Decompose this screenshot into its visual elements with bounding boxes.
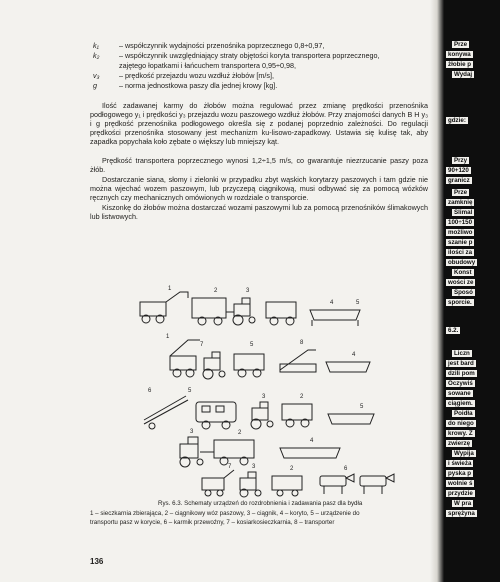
adjacent-page-fragment: zamknię bbox=[448, 199, 473, 206]
definition-k1 bbox=[93, 41, 324, 50]
tractor-icon bbox=[180, 437, 203, 467]
part-number: 5 bbox=[250, 342, 254, 348]
adjacent-page-fragment: żłobie p bbox=[448, 61, 472, 68]
tractor-icon bbox=[251, 402, 273, 429]
adjacent-page-fragment: konywa bbox=[448, 51, 471, 58]
part-number: 5 bbox=[360, 404, 364, 410]
feed-wagon-icon bbox=[266, 302, 296, 325]
adjacent-page-fragment: wolnie ś bbox=[448, 480, 473, 487]
adjacent-page-fragment: Prze bbox=[454, 41, 468, 48]
trough-icon bbox=[310, 310, 360, 326]
part-number: 7 bbox=[228, 464, 232, 470]
book-gutter bbox=[430, 0, 444, 582]
tractor-icon bbox=[226, 298, 255, 325]
adjacent-page-fragment: Konst bbox=[454, 269, 472, 276]
part-number: 2 bbox=[214, 288, 218, 294]
mobile-feeder-icon bbox=[196, 402, 236, 429]
adjacent-page-fragment: Ślimal bbox=[454, 209, 473, 216]
paragraph-transporter-speed: Prędkość transportera poprzecznego wynosi 1,2÷1,5 m/s, co gwarantuje niezrzucanie paszy poza żłób. bbox=[90, 156, 428, 175]
part-number: 8 bbox=[300, 340, 304, 346]
adjacent-page-fragment: przydzie bbox=[448, 490, 473, 497]
adjacent-page-fragment: sporcie. bbox=[448, 299, 472, 306]
part-number: 3 bbox=[246, 288, 250, 294]
definition-text: – współczynnik uwzględniający straty objętości koryta transportera poprzecznego, bbox=[119, 51, 380, 60]
adjacent-page-strip bbox=[444, 0, 500, 582]
paragraph-silage-delivery: Kiszonkę do żłobów można dostarczać wozami paszowymi lub za pomocą przenośników ślimakowych lub listwowych. bbox=[90, 203, 428, 222]
adjacent-page-fragment: sowane bbox=[448, 390, 471, 397]
trough-icon bbox=[328, 414, 374, 424]
figure-caption-line: 1 – sieczkarnia zbierająca, 2 – ciągnikowy wóz paszowy, 3 – ciągnik, 4 – koryto, 5 – urządzenie do bbox=[90, 510, 360, 517]
adjacent-page-fragment: do niego bbox=[448, 420, 474, 427]
adjacent-page-fragment: 90+120 bbox=[448, 167, 469, 174]
definition-k2 bbox=[93, 51, 379, 60]
part-number: 6 bbox=[344, 466, 348, 472]
adjacent-page-fragment: ciągiem. bbox=[448, 400, 473, 407]
paragraph-feed-regulation: Ilość zadawanej karmy do żłobów można regulować przez zmianę prędkości przenośnika podłogowego y₁ i prędkości y₃ przejazdu wozu paszowego wzdłuż żłobów. Przy znajomości danych B H y₃ i g prędkość przenośnika podłogowego określa się z podanej poprzednio zależności. Do regulacji prędkości przenośnika stosowany jest mechanizm ku-lisowo-zapadkowy. Ustawia się kulisę tak, aby zapadka popychała koło zębate o większy lub mniejszy kąt. bbox=[90, 101, 428, 147]
adjacent-page-fragment: i świeża bbox=[448, 460, 472, 467]
part-number: 2 bbox=[238, 430, 242, 436]
definition-g bbox=[93, 81, 277, 90]
adjacent-page-fragment: krowy. Z bbox=[448, 430, 473, 437]
feed-wagon-icon bbox=[234, 354, 264, 377]
adjacent-page-fragment: Sposó bbox=[454, 289, 473, 296]
transporter-icon bbox=[280, 350, 316, 372]
harvester-icon bbox=[140, 292, 188, 323]
feed-wagon-icon bbox=[272, 476, 302, 496]
adjacent-page-fragment: Oczywiś bbox=[448, 380, 473, 387]
part-number: 4 bbox=[310, 438, 314, 444]
forage-cutter-icon bbox=[170, 340, 200, 377]
part-number: 6 bbox=[148, 388, 152, 394]
part-number: 3 bbox=[252, 464, 256, 470]
feed-wagon-icon bbox=[192, 298, 226, 325]
adjacent-page-fragment: 100÷150 bbox=[448, 219, 473, 226]
part-number: 5 bbox=[356, 300, 360, 306]
adjacent-page-fragment: Przy bbox=[454, 157, 468, 164]
adjacent-page-fragment: granicz bbox=[448, 177, 470, 184]
adjacent-page-fragment: Poidła bbox=[454, 410, 473, 417]
definition-v3 bbox=[93, 71, 274, 80]
definition-text: – prędkość przejazdu wozu wzdłuż żłobów [m/s], bbox=[119, 71, 274, 80]
adjacent-page-fragment: gdzie: bbox=[448, 117, 466, 124]
trough-icon bbox=[280, 448, 340, 458]
adjacent-page-fragment: Liczn bbox=[454, 350, 470, 357]
feed-wagon-icon bbox=[282, 404, 312, 427]
adjacent-page-fragment: obudowy bbox=[448, 259, 476, 266]
adjacent-page-fragment: Wypija bbox=[454, 450, 474, 457]
adjacent-page-fragment: sprężyna bbox=[448, 510, 475, 517]
definition-symbol: k₁ bbox=[93, 41, 99, 50]
trough-icon bbox=[326, 362, 370, 372]
definition-text: – norma jednostkowa paszy dla jednej krowy [kg]. bbox=[119, 81, 278, 90]
adjacent-page-fragment: możliwo bbox=[448, 229, 473, 236]
adjacent-page-fragment: zwierzę bbox=[448, 440, 471, 447]
part-number: 1 bbox=[168, 286, 172, 292]
figure-caption-title: Rys. 6.3. Schematy urządzeń do rozdrobnienia i zadawania pasz dla bydła bbox=[158, 500, 363, 507]
part-number: 5 bbox=[188, 388, 192, 394]
page-number: 136 bbox=[90, 557, 104, 566]
part-number: 4 bbox=[330, 300, 334, 306]
adjacent-page-fragment: dzili pom bbox=[448, 370, 475, 377]
cow-icon bbox=[320, 474, 354, 494]
figure-caption-line: transportu pasz w korycie, 6 – karmik przewoźny, 7 – kosiarkosieczkarnia, 8 – transporter bbox=[90, 519, 335, 526]
definition-symbol: k₂ bbox=[93, 51, 100, 60]
adjacent-page-fragment: wości ze bbox=[448, 279, 474, 286]
part-number: 7 bbox=[200, 342, 204, 348]
adjacent-page-fragment: ilości za bbox=[448, 249, 473, 256]
definition-symbol: g bbox=[93, 81, 97, 90]
adjacent-page-fragment: pyska p bbox=[448, 470, 472, 477]
elevator-conveyor-icon bbox=[144, 396, 188, 429]
part-number: 2 bbox=[290, 466, 294, 472]
paragraph-hay-delivery: Dostarczanie siana, słomy i zielonki w przypadku zbyt wąskich korytarzy paszowych i tam gdzie nie można wjechać wozem paszowym, lub przyczepą ciągnikową, musi odbywać się za pomocą wózków ręcznych czy mechanicznych omówionych w rozdziale o transporcie. bbox=[90, 175, 428, 203]
tractor-icon bbox=[240, 472, 261, 497]
part-number: 2 bbox=[300, 394, 304, 400]
feed-wagon-icon bbox=[200, 440, 254, 465]
adjacent-page-fragment: Wydaj bbox=[454, 71, 473, 78]
part-number: 1 bbox=[166, 334, 170, 340]
definition-k2-continued bbox=[93, 61, 296, 70]
adjacent-page-fragment: szanie p bbox=[448, 239, 473, 246]
part-number: 4 bbox=[352, 352, 356, 358]
mower-chopper-icon bbox=[202, 470, 234, 496]
figure-schematics bbox=[130, 278, 420, 498]
part-number: 3 bbox=[190, 429, 194, 435]
adjacent-page-fragment: 6.2. bbox=[448, 327, 459, 334]
adjacent-page-fragment: jest bard bbox=[448, 360, 474, 367]
definition-text: zajętego łopatkami i łańcuchem transportera 0,95÷0,98, bbox=[119, 61, 296, 70]
cow-icon bbox=[360, 474, 394, 494]
tractor-icon bbox=[203, 352, 225, 379]
feeding-equipment-figure bbox=[130, 278, 420, 498]
definition-symbol: v₃ bbox=[93, 71, 100, 80]
adjacent-page-fragment: W pra bbox=[454, 500, 472, 507]
adjacent-page-fragment: Prze bbox=[454, 189, 468, 196]
definition-text: – współczynnik wydajności przenośnika poprzecznego 0,8÷0,97, bbox=[119, 41, 325, 50]
part-number: 3 bbox=[262, 394, 266, 400]
